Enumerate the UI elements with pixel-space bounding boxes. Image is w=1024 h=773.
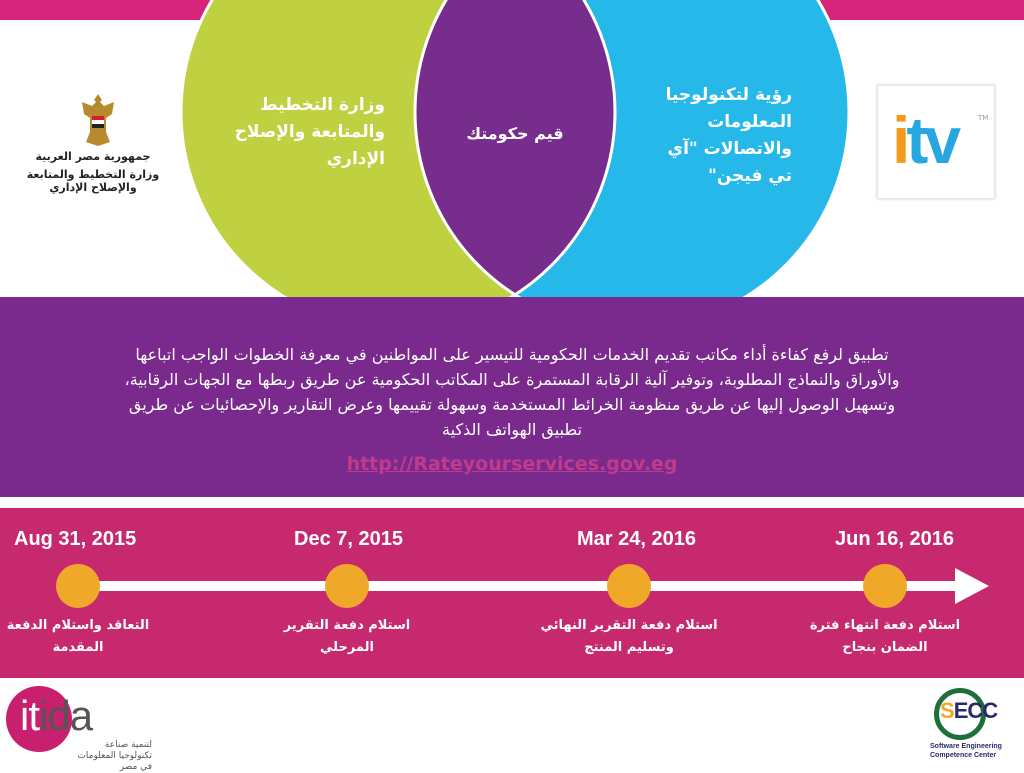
timeline xyxy=(0,508,1024,678)
milestone-label-line: استلام دفعة التقرير النهائي xyxy=(540,618,718,633)
ministry-logo xyxy=(8,92,178,202)
milestone-label-line: التعاقد واستلام الدفعة xyxy=(6,618,150,633)
milestone-dot xyxy=(863,564,907,608)
milestone-label-line: المقدمة xyxy=(52,640,104,655)
description-line: تطبيق لرفع كفاءة أداء مكاتب تقديم الخدمات الحكومية للتيسير على المواطنين في معرفة الخطوات الواجب اتباعها xyxy=(135,345,889,364)
itida-logo xyxy=(6,682,166,772)
venn-right-label-line: رؤية لتكنولوجيا xyxy=(665,85,792,105)
itida-logo-ida: ida xyxy=(39,692,93,739)
description-panel xyxy=(0,297,1024,497)
itv-logo-tv: tv xyxy=(906,103,958,177)
ministry-logo-line2: وزارة التخطيط والمتابعة والإصلاح الإداري xyxy=(26,168,160,194)
milestone-label-line: الضمان بنجاح xyxy=(842,640,928,655)
milestone-dot xyxy=(607,564,651,608)
service-link[interactable]: http://Rateyourservices.gov.eg xyxy=(346,453,678,475)
secc-logo-ecc: ECC xyxy=(953,698,998,723)
itv-logo-trademark: TM xyxy=(978,114,989,122)
milestone-label-line: وتسليم المنتج xyxy=(584,640,674,655)
milestone-dot xyxy=(56,564,100,608)
venn-right-label xyxy=(630,82,792,190)
description-line: تطبيق الهواتف الذكية xyxy=(442,420,582,439)
milestone-dot xyxy=(325,564,369,608)
milestone-date: Aug 31, 2015 xyxy=(14,528,137,550)
itida-logo-subtitle: لتنمية صناعة تكنولوجيا المعلومات في مصر xyxy=(77,740,152,772)
venn-left-label xyxy=(215,92,385,173)
venn-left-label-line: الإداري xyxy=(326,149,385,169)
itida-logo-wordmark xyxy=(20,692,92,740)
timeline-line xyxy=(70,581,960,591)
venn-left-label-line: والمتابعة والإصلاح xyxy=(234,122,385,142)
description-text xyxy=(30,342,994,442)
secc-logo-caption: Software Engineering Competence Center xyxy=(930,743,1002,759)
milestone-date: Dec 7, 2015 xyxy=(294,528,403,550)
milestone-label xyxy=(785,615,985,659)
itv-logo xyxy=(877,85,995,199)
milestone-label-line: استلام دفعة انتهاء فترة xyxy=(809,618,961,633)
milestone-label-line: استلام دفعة التقرير xyxy=(283,618,411,633)
description-line: والأوراق والنماذج المطلوبة، وتوفير آلية الرقابة المستمرة على المكاتب الحكومية عن طريق ربطها مع الجهات الرقابية، xyxy=(124,370,900,389)
secc-logo-wordmark xyxy=(940,698,997,724)
venn-center-label: قيم حكومتك xyxy=(466,124,564,143)
itv-logo-wordmark xyxy=(892,102,957,178)
description-line: وتسهيل الوصول إليها عن طريق منظومة الخرائط المستخدمة وسهولة تقييمها وعرض التقارير والإحصائيات عن طريق xyxy=(128,395,896,414)
eagle-emblem-icon xyxy=(78,92,118,148)
milestone-date: Mar 24, 2016 xyxy=(577,528,696,550)
milestone-date: Jun 16, 2016 xyxy=(835,528,954,550)
timeline-arrow-icon xyxy=(955,568,989,604)
milestone-label xyxy=(247,615,447,659)
venn-right-label-line: والاتصالات "آي xyxy=(667,139,792,159)
milestone-label-line: المرحلي xyxy=(320,640,374,655)
itida-logo-it: it xyxy=(20,692,39,739)
ministry-logo-line1: جمهورية مصر العربية xyxy=(35,150,151,163)
milestone-label xyxy=(0,615,178,659)
secc-logo xyxy=(926,688,1020,766)
secc-logo-s: S xyxy=(940,698,954,723)
venn-right-label-line: تي فيجن" xyxy=(708,166,792,186)
itv-logo-i: i xyxy=(892,103,907,177)
venn-left-label-line: وزارة التخطيط xyxy=(259,95,385,115)
venn-right-label-line: المعلومات xyxy=(707,112,792,132)
milestone-label xyxy=(529,615,729,659)
